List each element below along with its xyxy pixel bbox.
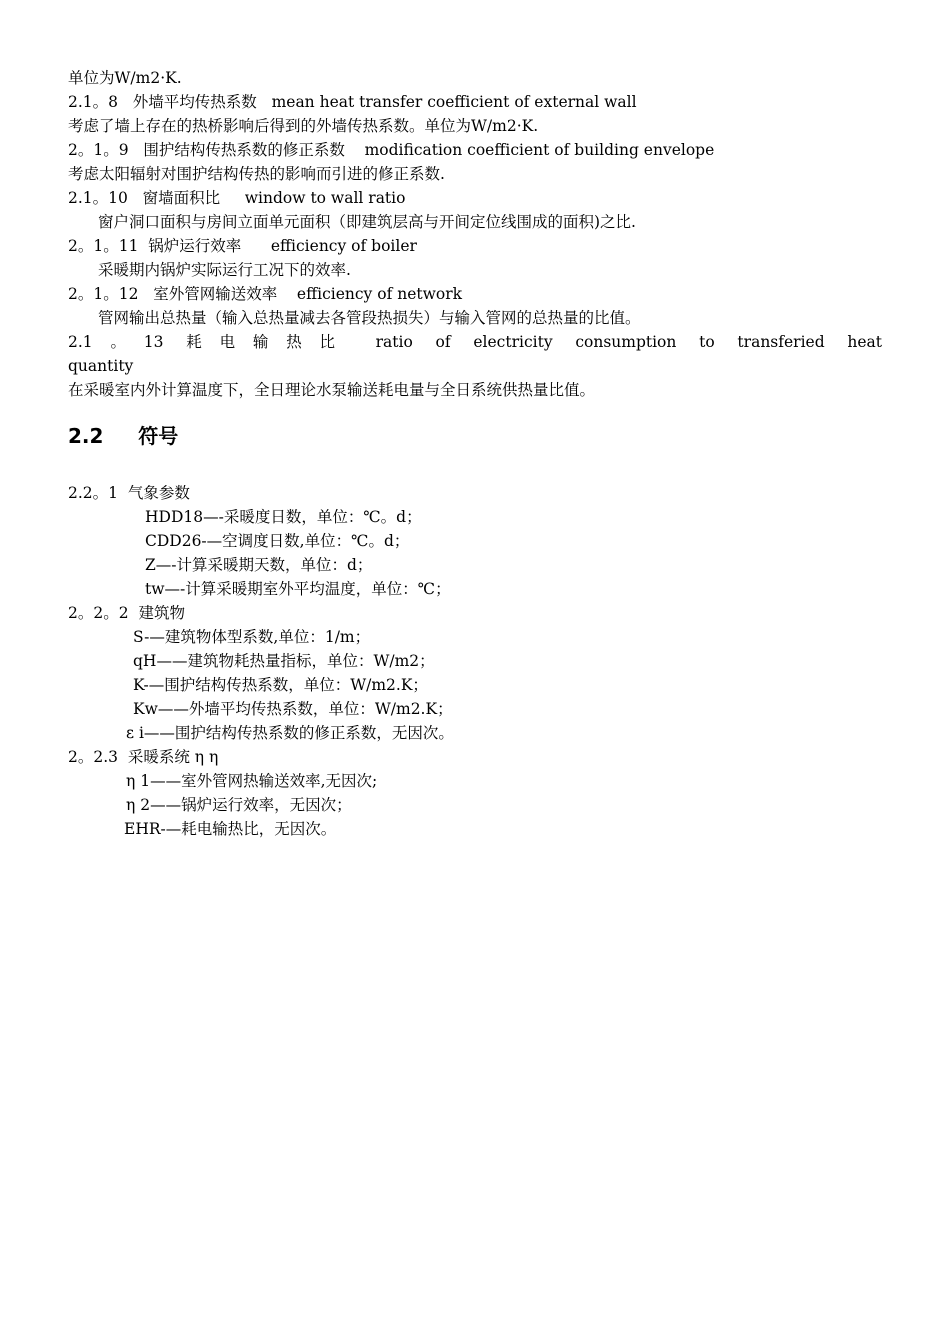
term-heading: 2。1。12 室外管网输送效率 efficiency of network [68,285,463,303]
symbol-item: ε i——围护结构传热系数的修正系数，无因次。 [126,724,454,742]
text-line: 单位为W/m2·K. [68,69,182,87]
symbol-item: S-—建筑物体型系数,单位：1/m； [133,628,371,646]
term-heading: 2.1。13 耗电输热比 ratio of electricity consumption to transferied heat [68,333,882,351]
symbol-item: Kw——外墙平均传热系数，单位：W/m2.K； [133,700,453,718]
term-definition: 考虑太阳辐射对围护结构传热的影响而引进的修正系数. [68,165,445,183]
term-heading-continued: quantity [68,357,134,375]
term-definition: 在采暖室内外计算温度下，全日理论水泵输送耗电量与全日系统供热量比值。 [68,381,596,399]
symbol-group-heading: 2.2。1 气象参数 [68,484,190,502]
term-definition: 管网输出总热量（输入总热量减去各管段热损失）与输入管网的总热量的比值。 [98,309,641,327]
symbol-item: K-—围护结构传热系数，单位：W/m2.K； [133,676,428,694]
term-heading: 2.1。8 外墙平均传热系数 mean heat transfer coefficient of external wall [68,93,637,111]
term-definition: 考虑了墙上存在的热桥影响后得到的外墙传热系数。单位为W/m2·K. [68,117,539,135]
term-heading: 2。1。9 围护结构传热系数的修正系数 modification coefficient of building envelope [68,141,715,159]
symbol-item: η 1——室外管网热输送效率,无因次; [126,772,378,790]
term-heading: 2.1。10 窗墙面积比 window to wall ratio [68,189,406,207]
symbol-item: η 2——锅炉运行效率，无因次； [126,796,352,814]
symbol-item: CDD26-—空调度日数,单位：℃。d； [145,532,410,550]
symbol-item: EHR-—耗电输热比，无因次。 [124,820,337,838]
symbol-item: Z—-计算采暖期天数，单位：d； [145,556,373,574]
symbol-item: qH——建筑物耗热量指标，单位：W/m2； [133,652,435,670]
symbol-item: HDD18—-采暖度日数，单位：℃。d； [145,508,422,526]
symbol-item: tw—-计算采暖期室外平均温度，单位：℃； [145,580,451,598]
term-definition: 采暖期内锅炉实际运行工况下的效率. [98,261,351,279]
term-heading: 2。1。11 锅炉运行效率 efficiency of boiler [68,237,417,255]
term-definition: 窗户洞口面积与房间立面单元面积（即建筑层高与开间定位线围成的面积)之比. [98,213,636,231]
symbol-group-heading: 2。2.3 采暖系统 η η [68,748,219,766]
symbol-group-heading: 2。2。2 建筑物 [68,604,185,622]
section-heading: 2.2 符号 [68,424,179,448]
